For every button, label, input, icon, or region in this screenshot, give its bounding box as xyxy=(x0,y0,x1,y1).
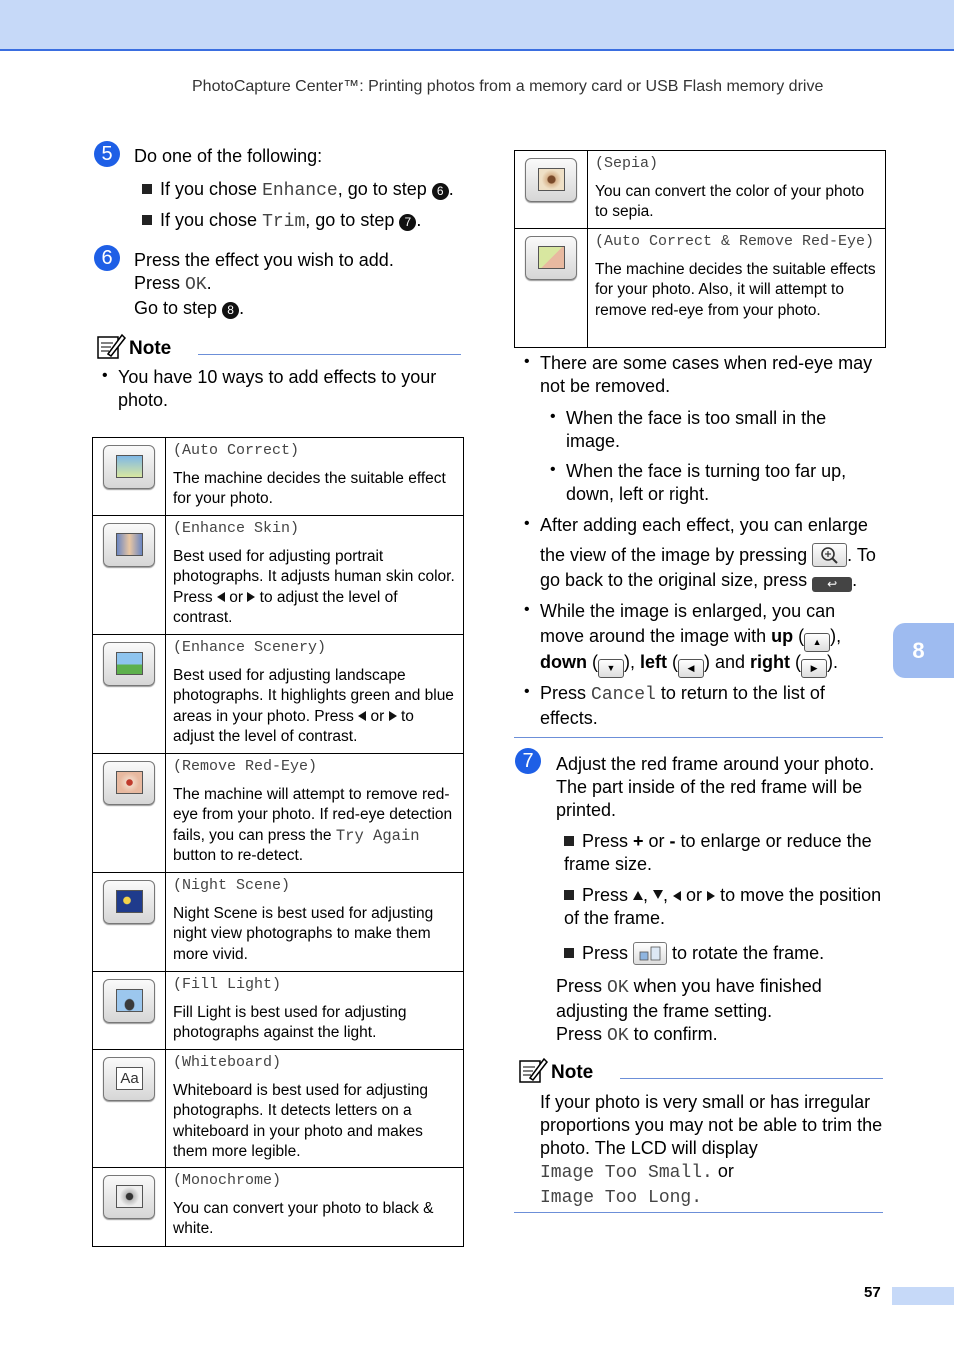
bullet-enlarge-l3: go back to the original size, press ↩ . xyxy=(540,570,858,591)
right-key-icon: ▶ xyxy=(801,659,827,678)
note-1-title: Note xyxy=(129,338,172,359)
effects-table-left xyxy=(92,437,464,1247)
step-ref-icon: 6 xyxy=(432,183,449,200)
bullet-enlarge-l2: the view of the image by pressing . To xyxy=(540,545,876,565)
bullet-move-l3: down ( ▼ ), left ( ◀ ) and right ( ▶ ). xyxy=(540,651,838,678)
fill-light-button[interactable] xyxy=(103,979,155,1023)
down-arrow-icon xyxy=(653,890,663,899)
note-2-text: If your photo is very small or has irregular proportions you may not be able to trim the photo. The LCD will display Image Too Small. or Image Too Long. xyxy=(540,1092,883,1208)
step-6-badge: 6 xyxy=(94,245,120,271)
whiteboard-icon: Aa xyxy=(116,1067,143,1090)
running-header: PhotoCapture Center™: Printing photos from a memory card or USB Flash memory drive xyxy=(192,78,824,95)
effect-row-sepia: (Sepia) You can convert the color of your photo to sepia. xyxy=(515,151,886,229)
square-bullet-icon xyxy=(564,890,574,900)
left-arrow-icon xyxy=(217,592,225,602)
enhance-scenery-button[interactable] xyxy=(103,642,155,686)
whiteboard-button[interactable] xyxy=(103,1057,155,1101)
step-5-text: Do one of the following: xyxy=(134,146,323,166)
auto-correct-red-eye-icon xyxy=(538,246,565,269)
bullet-icon: • xyxy=(524,515,530,532)
step-ref-icon: 8 xyxy=(222,302,239,319)
square-bullet-icon xyxy=(142,215,152,225)
step-5-option-enhance: If you chose Enhance, go to step 6 . xyxy=(142,178,454,203)
step-7-sub-zoom: Press + or - to enlarge or reduce the frame size. xyxy=(564,831,872,874)
auto-correct-button[interactable] xyxy=(103,445,155,489)
note-1-text: You have 10 ways to add effects to your photo. xyxy=(118,367,437,410)
bullet-move-l2: move around the image with up ( ▲ ), xyxy=(540,625,841,652)
step-7-badge: 7 xyxy=(515,748,541,774)
step-7-finish: Press OK when you have finished adjusting the frame setting. Press OK to confirm. xyxy=(556,976,822,1046)
bullet-icon: • xyxy=(524,683,530,700)
chapter-tab: 8 xyxy=(893,623,954,678)
rotate-button[interactable] xyxy=(633,942,667,965)
portrait-icon xyxy=(116,533,143,556)
bullet-move-l1: While the image is enlarged, you can xyxy=(540,601,836,621)
left-arrow-icon xyxy=(673,891,681,901)
monochrome-flower-icon xyxy=(116,1185,143,1208)
note-pencil-icon xyxy=(518,1056,548,1084)
bullet-face-too-small: When the face is too small in the image. xyxy=(566,408,827,451)
zoom-icon xyxy=(813,544,846,566)
effects-table-right xyxy=(514,150,886,348)
section-rule xyxy=(514,1212,883,1213)
back-arrow-icon: ↩ xyxy=(827,577,838,591)
page-number-bar xyxy=(892,1287,954,1305)
step-ref-icon: 7 xyxy=(399,214,416,231)
square-bullet-icon xyxy=(142,184,152,194)
step-5-option-trim: If you chose Trim, go to step 7 . xyxy=(142,209,421,234)
square-bullet-icon xyxy=(564,836,574,846)
bullet-cancel: Press Cancel to return to the list of effects. xyxy=(540,683,825,728)
right-arrow-icon xyxy=(707,891,715,901)
effect-row-monochrome: (Monochrome) You can convert your photo to black & white. xyxy=(93,1168,464,1247)
effect-row-fill-light: (Fill Light) Fill Light is best used for adjusting photographs against the light. xyxy=(93,972,464,1050)
zoom-in-button[interactable] xyxy=(812,543,847,567)
moon-icon xyxy=(116,890,143,913)
bullet-icon: • xyxy=(524,353,530,370)
step-7-sub-rotate: Press to rotate the frame. xyxy=(564,942,824,965)
effect-row-night-scene: (Night Scene) Night Scene is best used for adjusting night view photographs to make them more vivid. xyxy=(93,873,464,972)
effect-row-whiteboard: Aa (Whiteboard) Whiteboard is best used for adjusting photographs. It detects letters on a whiteboard in your photo and makes them more legible. xyxy=(93,1050,464,1168)
effect-row-remove-red-eye: (Remove Red-Eye) The machine will attempt to remove red-eye from your photo. If red-eye detection fails, you can press the Try Again button to re-detect. xyxy=(93,754,464,873)
step-7-sub-move: Press , , or to move the position of the frame. xyxy=(564,885,882,928)
note-2-rule xyxy=(620,1078,883,1079)
page-number: 57 xyxy=(864,1284,881,1301)
effect-row-enhance-scenery: (Enhance Scenery) Best used for adjusting landscape photographs. It highlights green and blue areas in your photo. Press or to adjust the level of contrast. xyxy=(93,635,464,754)
note-1-rule xyxy=(198,354,461,355)
top-color-bar xyxy=(0,0,954,51)
bullet-red-eye-limits: There are some cases when red-eye may not be removed. xyxy=(540,353,873,396)
sepia-button[interactable] xyxy=(525,158,577,202)
sepia-flower-icon xyxy=(538,168,565,191)
note-pencil-icon xyxy=(96,332,126,360)
night-scene-button[interactable] xyxy=(103,880,155,924)
bullet-face-turning: When the face is turning too far up, down, left or right. xyxy=(566,461,847,504)
right-arrow-icon xyxy=(389,711,397,721)
remove-red-eye-button[interactable] xyxy=(103,761,155,805)
up-arrow-icon xyxy=(633,891,643,900)
back-button[interactable] xyxy=(812,577,852,592)
section-rule xyxy=(514,737,883,738)
sunflower-icon xyxy=(116,455,143,478)
down-key-icon: ▼ xyxy=(598,659,624,678)
bullet-icon: • xyxy=(550,408,556,425)
rotate-icon xyxy=(634,943,666,964)
step-6-text: Press the effect you wish to add. Press OK. Go to step 8 . xyxy=(134,250,394,318)
effect-row-enhance-skin: (Enhance Skin) Best used for adjusting portrait photographs. It adjusts human skin color. Press or to adjust the level of contrast. xyxy=(93,516,464,635)
enhance-skin-button[interactable] xyxy=(103,523,155,567)
square-bullet-icon xyxy=(564,948,574,958)
effect-row-auto-correct-red-eye: (Auto Correct & Remove Red-Eye) The machine decides the suitable effects for your photo. Also, it will attempt to remove red-eye from your photo. xyxy=(515,229,886,348)
red-eye-icon xyxy=(116,771,143,794)
bullet-icon: • xyxy=(524,601,530,618)
bullet-icon: • xyxy=(102,367,108,384)
step-5-badge: 5 xyxy=(94,141,120,167)
note-2-title: Note xyxy=(551,1062,594,1083)
bullet-enlarge-l1: After adding each effect, you can enlarge xyxy=(540,515,868,535)
backlit-person-icon xyxy=(116,989,143,1012)
monochrome-button[interactable] xyxy=(103,1175,155,1219)
up-key-icon: ▲ xyxy=(804,633,830,652)
effect-row-auto-correct: (Auto Correct) The machine decides the suitable effect for your photo. xyxy=(93,438,464,516)
landscape-icon xyxy=(116,652,143,675)
auto-correct-red-eye-button[interactable] xyxy=(525,236,577,280)
bullet-icon: • xyxy=(550,461,556,478)
left-key-icon: ◀ xyxy=(678,659,704,678)
step-7-text: Adjust the red frame around your photo. The part inside of the red frame will be printed. xyxy=(556,754,875,820)
